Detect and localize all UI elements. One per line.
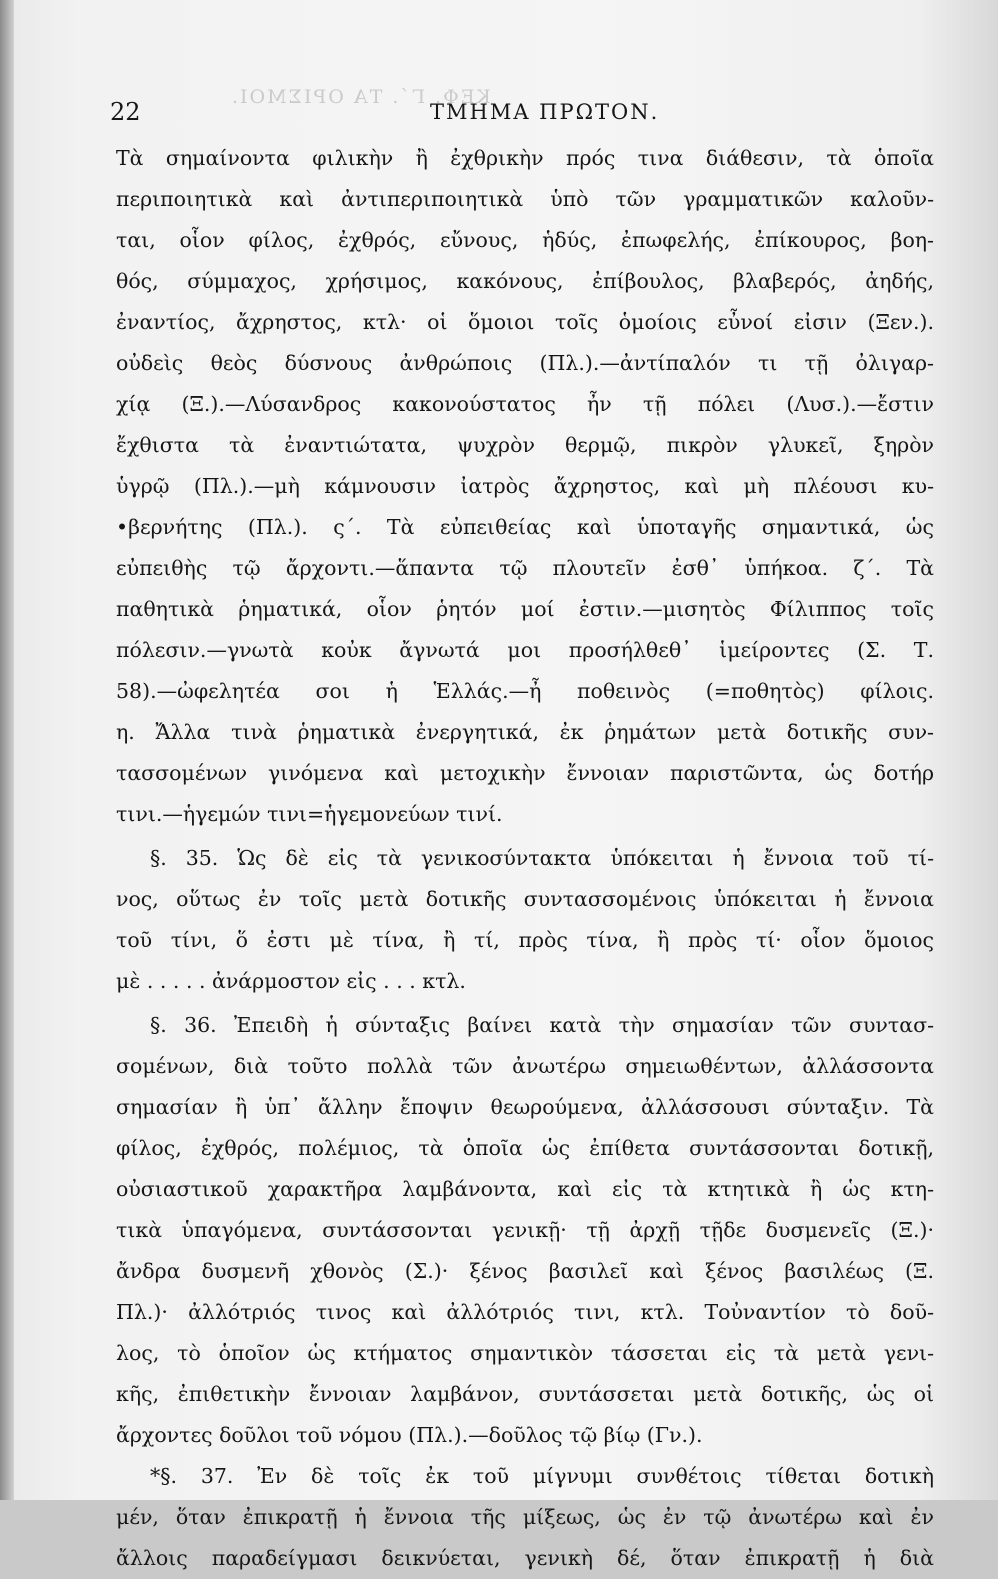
text-line: ἄνδρα δυσμενῆ χθονὸς (Σ.)· ξένος βασιλεῖ καὶ ξένος βασιλέως (Ξ.: [116, 1259, 934, 1283]
text-line: η. Ἄλλα τινὰ ῥηματικὰ ἐνεργητικά, ἐκ ῥημάτων μετὰ δοτικῆς συν-: [116, 720, 934, 744]
text-line: σημασίαν ἢ ὑπ᾽ ἄλλην ἔποψιν θεωρούμενα, ἀλλάσσουσι σύνταξιν. Τὰ: [116, 1095, 934, 1119]
paragraph-intro: [116, 138, 934, 835]
text-line: Πλ.)· ἀλλότριός τινος καὶ ἀλλότριός τινι, κτλ. Τοὐναντίον τὸ δοῦ-: [116, 1300, 934, 1324]
text-line: •βερνήτης (Πλ.). ς΄. Τὰ εὐπειθείας καὶ ὑποταγῆς σημαντικά, ὡς: [116, 515, 934, 539]
text-line: πόλεσιν.—γνωτὰ κοὐκ ἄγνωτά μοι προσήλθεθ᾽ ἱμείροντες (Σ. Τ.: [116, 638, 934, 662]
text-line: τινι.—ἡγεμών τινι=ἡγεμονεύων τινί.: [116, 802, 503, 826]
text-line: φίλος, ἐχθρός, πολέμιος, τὰ ὁποῖα ὡς ἐπίθετα συντάσσονται δοτικῇ,: [116, 1136, 934, 1160]
text-line: θός, σύμμαχος, χρήσιμος, κακόνους, ἐπίβουλος, βλαβερός, ἀηδής,: [116, 269, 934, 293]
text-line: μὲ . . . . . ἀνάρμοστον εἰς . . . κτλ.: [116, 969, 466, 993]
body-text: [116, 138, 934, 1579]
page-number: 22: [110, 98, 141, 126]
text-line: χίᾳ (Ξ.).—Λύσανδρος κακονούστατος ἦν τῇ πόλει (Λυσ.).—ἔστιν: [116, 392, 934, 416]
text-line: τοῦ τίνι, ὅ ἐστι μὲ τίνα, ἢ τί, πρὸς τίνα, ἢ πρὸς τί· οἷον ὅμοιος: [116, 928, 934, 952]
bleed-through-text: ΚΕΦ. Γ΄. ΤΑ ΟΡΙΣΜΟΙ.: [230, 86, 491, 108]
section-heading-line: §. 36. Ἐπειδὴ ἡ σύνταξις βαίνει κατὰ τὴν σημασίαν τῶν συντασ-: [150, 1013, 934, 1037]
running-title: ΤΜΗΜΑ ΠΡΩΤΟΝ.: [430, 100, 660, 124]
text-line: ἄλλοις παραδείγμασι δεικνύεται, γενικὴ δέ, ὅταν ἐπικρατῇ ἡ διὰ: [116, 1546, 934, 1570]
text-line: περιποιητικὰ καὶ ἀντιπεριποιητικὰ ὑπὸ τῶν γραμματικῶν καλοῦν-: [116, 187, 934, 211]
text-line: 58).—ὠφελητέα σοι ἡ Ἑλλάς.—ἦ ποθεινὸς (=ποθητὸς) φίλοις.: [116, 679, 934, 703]
page-header: [110, 98, 940, 128]
text-line: οὐδεὶς θεὸς δύσνους ἀνθρώποις (Πλ.).—ἀντίπαλόν τι τῇ ὀλιγαρ-: [116, 351, 934, 375]
text-line: μέν, ὅταν ἐπικρατῇ ἡ ἔννοια τῆς μίξεως, ὡς ἐν τῷ ἀνωτέρω καὶ ἐν: [116, 1505, 934, 1529]
section-35: [116, 838, 934, 1002]
section-heading-line: *§. 37. Ἐν δὲ τοῖς ἐκ τοῦ μίγνυμι συνθέτοις τίθεται δοτικὴ: [150, 1464, 934, 1488]
section-heading-line: §. 35. Ὡς δὲ εἰς τὰ γενικοσύντακτα ὑπόκειται ἡ ἔννοια τοῦ τί-: [150, 846, 934, 870]
text-line: ἐναντίος, ἄχρηστος, κτλ· οἱ ὅμοιοι τοῖς ὁμοίοις εὖνοί εἰσιν (Ξεν.).: [116, 310, 934, 334]
text-line: ἄρχοντες δοῦλοι τοῦ νόμου (Πλ.).—δοῦλος τῷ βίῳ (Γν.).: [116, 1423, 703, 1447]
text-line: οὐσιαστικοῦ χαρακτῆρα λαμβάνοντα, καὶ εἰς τὰ κτητικὰ ἢ ὡς κτη-: [116, 1177, 934, 1201]
text-line: νος, οὕτως ἐν τοῖς μετὰ δοτικῆς συντασσομένοις ὑπόκειται ἡ ἔννοια: [116, 887, 934, 911]
text-line: εὐπειθὴς τῷ ἄρχοντι.—ἅπαντα τῷ πλουτεῖν ἐσθ᾽ ὑπήκοα. ζ΄. Τὰ: [116, 556, 934, 580]
text-line: ται, οἷον φίλος, ἐχθρός, εὔνους, ἡδύς, ἐπωφελής, ἐπίκουρος, βοη-: [116, 228, 934, 252]
text-line: ἔχθιστα τὰ ἐναντιώτατα, ψυχρὸν θερμῷ, πικρὸν γλυκεῖ, ξηρὸν: [116, 433, 934, 457]
text-line: κῆς, ἐπιθετικὴν ἔννοιαν λαμβάνον, συντάσσεται μετὰ δοτικῆς, ὡς οἱ: [116, 1382, 934, 1406]
text-line: τικὰ ὑπαγόμενα, συντάσσονται γενικῇ· τῇ ἀρχῇ τῇδε δυσμενεῖς (Ξ.)·: [116, 1218, 934, 1242]
text-line: ὑγρῷ (Πλ.).—μὴ κάμνουσιν ἰατρὸς ἄχρηστος, καὶ μὴ πλέουσι κυ-: [116, 474, 934, 498]
text-line: Τὰ σημαίνοντα φιλικὴν ἢ ἐχθρικὴν πρός τινα διάθεσιν, τὰ ὁποῖα: [116, 146, 934, 170]
text-line: τασσομένων γινόμενα καὶ μετοχικὴν ἔννοιαν παριστῶντα, ὡς δοτήρ: [116, 761, 934, 785]
page-spine-shadow: [0, 0, 14, 1500]
text-line: λος, τὸ ὁποῖον ὡς κτήματος σημαντικὸν τάσσεται εἰς τὰ μετὰ γενι-: [116, 1341, 934, 1365]
section-37: [116, 1456, 934, 1579]
text-line: σομένων, διὰ τοῦτο πολλὰ τῶν ἀνωτέρω σημειωθέντων, ἀλλάσσοντα: [116, 1054, 934, 1078]
section-36: [116, 1005, 934, 1456]
text-line: παθητικὰ ῥηματικά, οἷον ῥητόν μοί ἐστιν.—μισητὸς Φίλιππος τοῖς: [116, 597, 934, 621]
